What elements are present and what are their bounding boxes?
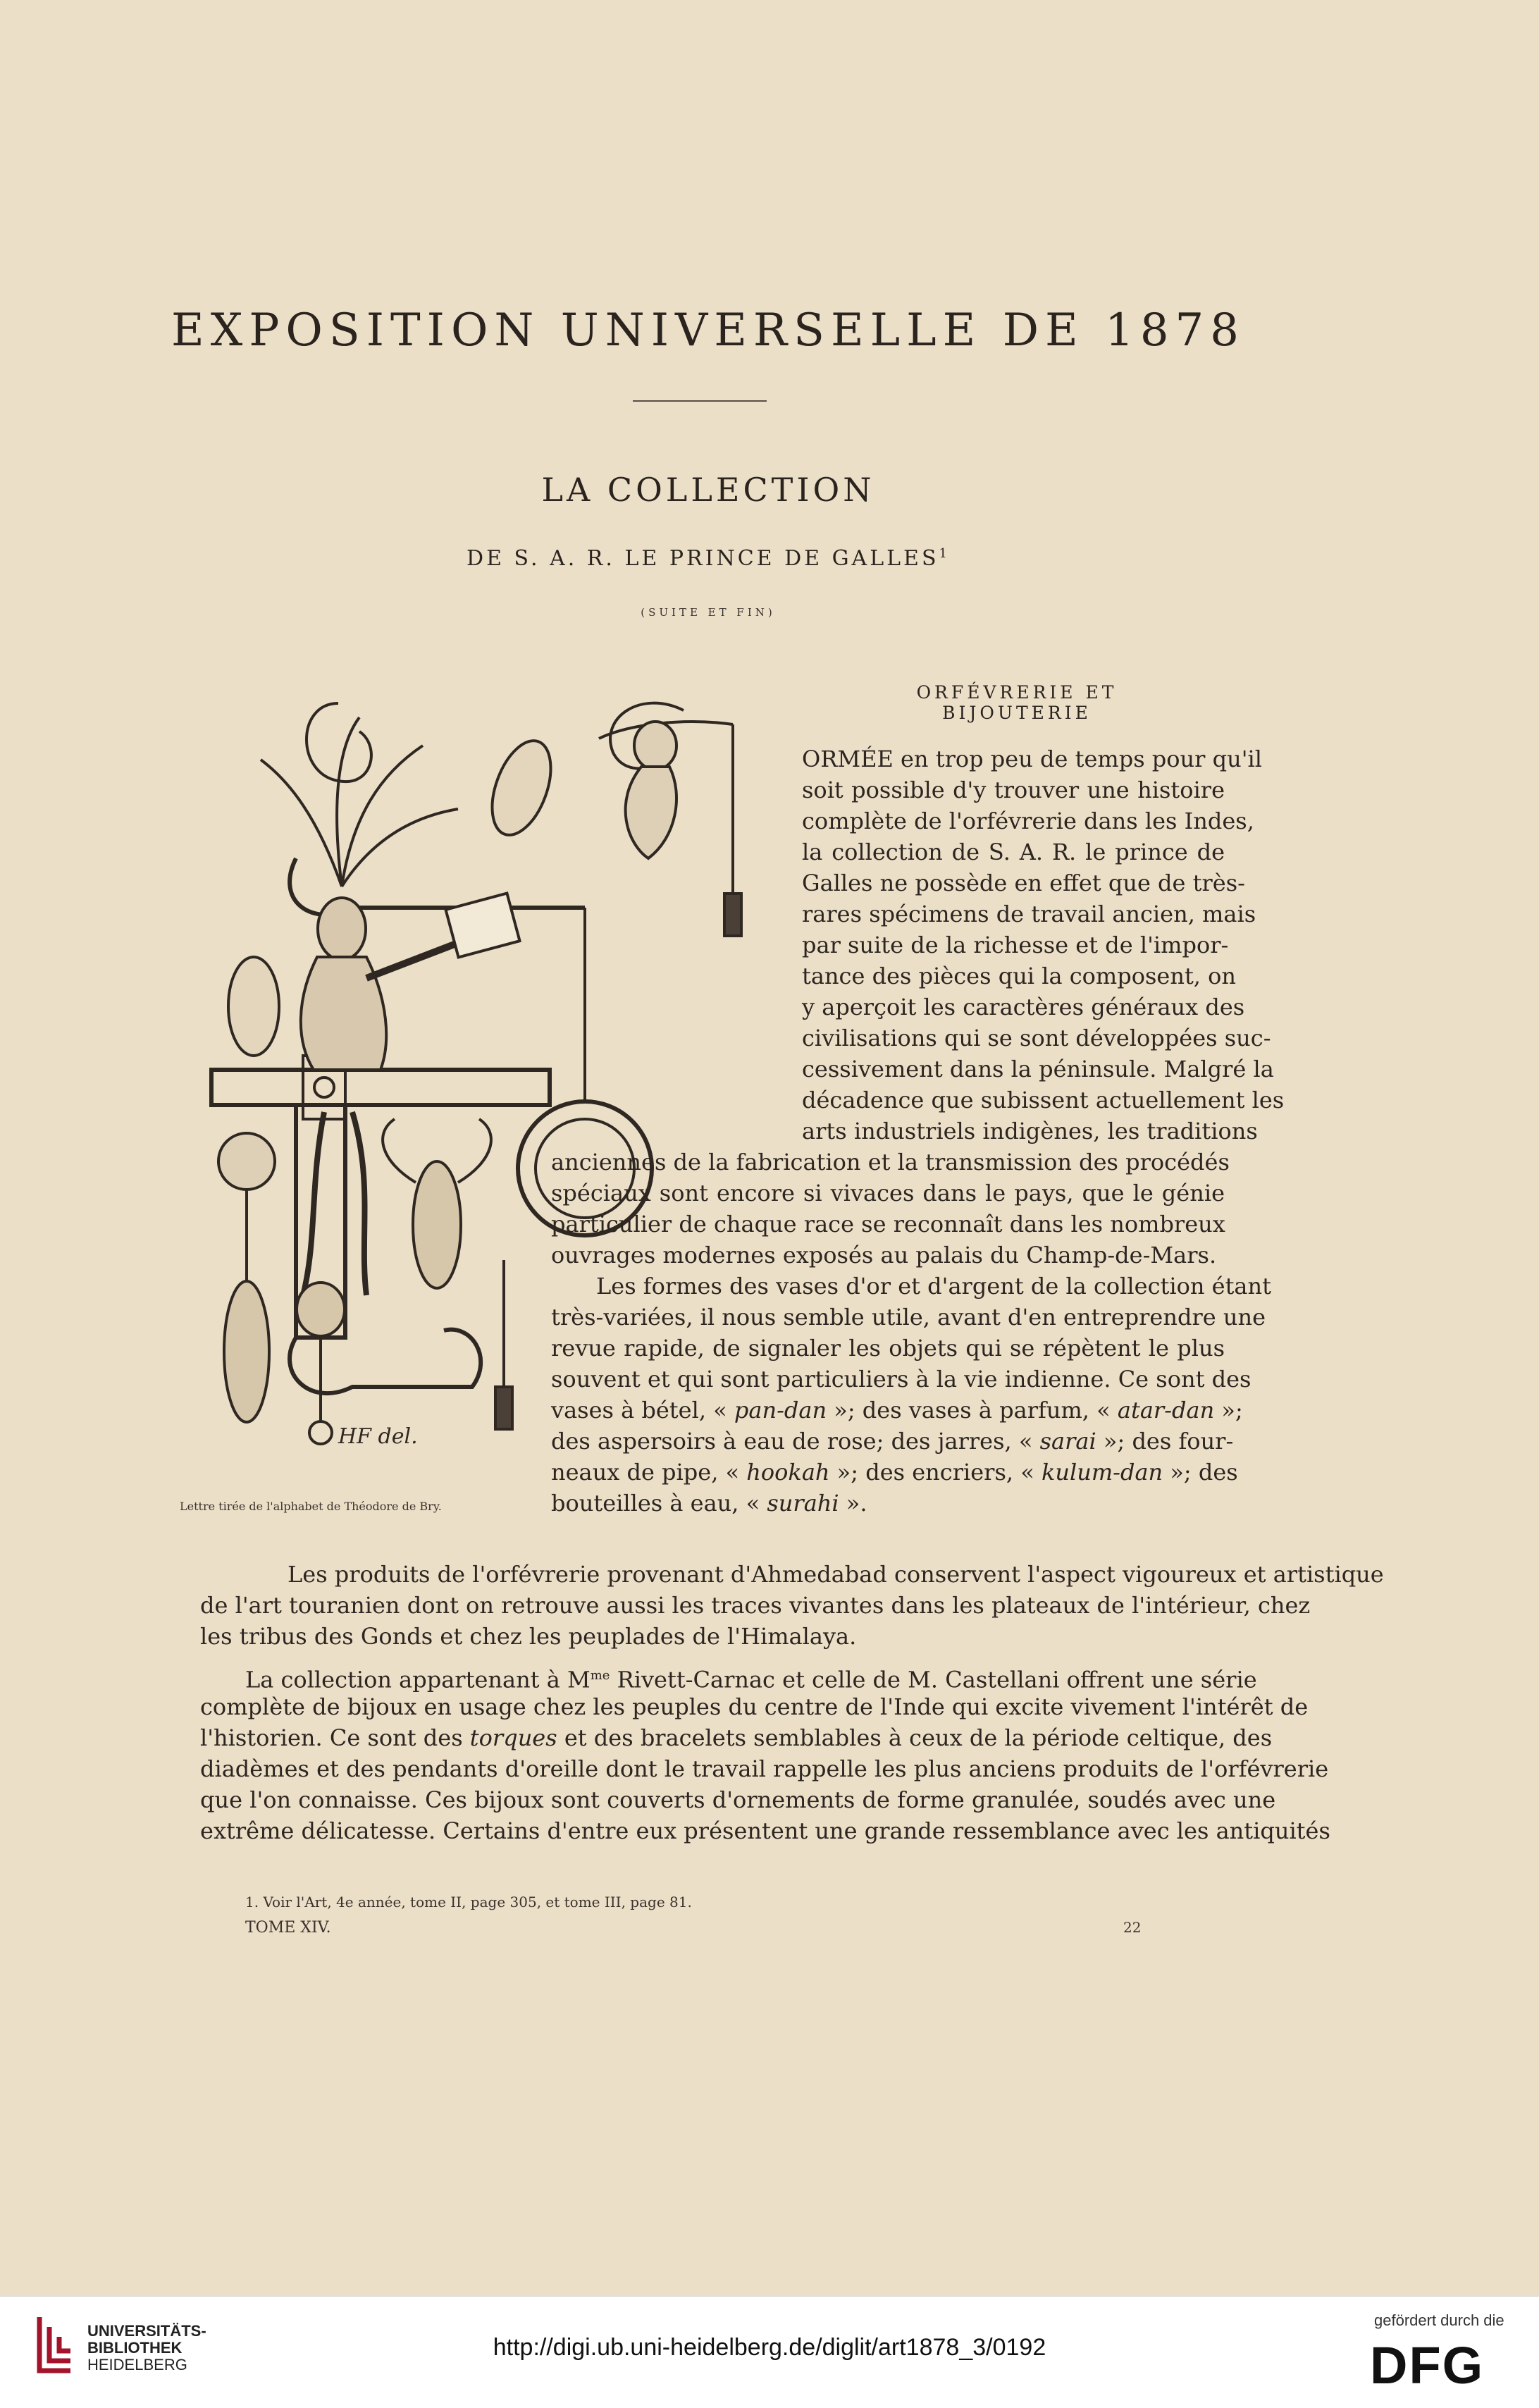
body-line: revue rapide, de signaler les objets qui se répètent le plus: [551, 1335, 1225, 1362]
body-line: soit possible d'y trouver une histoire: [802, 777, 1225, 803]
body-line: souvent et qui sont particuliers à la vie indienne. Ce sont des: [551, 1366, 1251, 1393]
continued-note: (SUITE ET FIN): [641, 606, 776, 619]
body-line: cessivement dans la péninsule. Malgré la: [802, 1056, 1274, 1082]
article-subtitle: DE S. A. R. LE PRINCE DE GALLES$^1$: [466, 546, 950, 571]
body-line: particulier de chaque race se reconnaît dans les nombreux: [551, 1211, 1225, 1237]
body-line: La collection appartenant à $M^{me}$ Rivett-Carnac et celle de M. Castellani offrent une série: [245, 1666, 1257, 1693]
footnote: 1. Voir l'Art, 4e année, tome II, page 305, et tome III, page 81.: [245, 1894, 692, 1910]
body-line: diadèmes et des pendants d'oreille dont le travail rappelle les plus anciens produits de l'orfévrerie: [200, 1755, 1329, 1782]
illustration-caption: Lettre tirée de l'alphabet de Théodore de Bry.: [180, 1500, 442, 1513]
body-line: y aperçoit les caractères généraux des: [802, 994, 1245, 1020]
permalink-url[interactable]: http://digi.ub.uni-heidelberg.de/diglit/art1878_3/0192: [493, 2334, 1046, 2361]
section-heading: ORFÉVRERIE ET BIJOUTERIE: [916, 682, 1118, 723]
body-line: les tribus des Gonds et chez les peuplades de l'Himalaya.: [200, 1623, 857, 1650]
body-line: ouvrages modernes exposés au palais du Champ-de-Mars.: [551, 1242, 1217, 1268]
body-line: la collection de S. A. R. le prince de: [802, 839, 1225, 865]
body-line: tance des pièces qui la composent, on: [802, 963, 1237, 989]
body-line: Les formes des vases d'or et d'argent de la collection étant: [596, 1273, 1271, 1299]
funded-by-label: gefördert durch die: [1374, 2311, 1504, 2329]
title-divider: [633, 400, 767, 402]
body-line: complète de bijoux en usage chez les peuples du centre de l'Inde qui excite vivement l'intérêt de: [200, 1693, 1309, 1720]
body-line: Les produits de l'orfévrerie provenant d'Ahmedabad conservent l'aspect vigoureux et artistique: [288, 1561, 1384, 1588]
body-line: Galles ne possède en effet que de très-: [802, 870, 1245, 896]
page-title: EXPOSITION UNIVERSELLE DE 1878: [171, 304, 1245, 357]
body-line: très-variées, il nous semble utile, avant d'en entreprendre une: [551, 1304, 1266, 1330]
dfg-logo: DFG: [1370, 2336, 1485, 2395]
illustration-signature: HF del.: [338, 1424, 418, 1449]
body-line: arts industriels indigènes, les traditions: [802, 1118, 1258, 1144]
library-name: UNIVERSITÄTS- BIBLIOTHEK HEIDELBERG: [87, 2322, 206, 2373]
body-line: civilisations qui se sont développées suc-: [802, 1025, 1271, 1051]
body-line: spéciaux sont encore si vivaces dans le pays, que le génie: [551, 1180, 1225, 1206]
body-line: neaux de pipe, « hookah »; des encriers, « kulum-dan »; des: [551, 1459, 1238, 1486]
article-title: LA COLLECTION: [541, 471, 875, 509]
body-line: des aspersoirs à eau de rose; des jarres, « sarai »; des four-: [551, 1428, 1234, 1455]
body-line: décadence que subissent actuellement les: [802, 1087, 1285, 1113]
tome-label: TOME XIV.: [245, 1919, 331, 1937]
body-line: que l'on connaisse. Ces bijoux sont couverts d'ornements de forme granulée, soudés avec une: [200, 1786, 1276, 1813]
body-line: vases à bétel, « pan-dan »; des vases à parfum, « atar-dan »;: [551, 1397, 1243, 1424]
body-line: extrême délicatesse. Certains d'entre eux présentent une grande ressemblance avec les antiquités: [200, 1817, 1330, 1844]
body-line: anciennes de la fabrication et la transmission des procédés: [551, 1149, 1230, 1175]
page-number: 22: [1123, 1919, 1142, 1936]
body-line: par suite de la richesse et de l'impor-: [802, 932, 1229, 958]
body-line: bouteilles à eau, « surahi ».: [551, 1490, 867, 1517]
body-line: complète de l'orfévrerie dans les Indes,: [802, 808, 1254, 834]
body-line: de l'art touranien dont on retrouve aussi les traces vivantes dans les plateaux de l'intérieur, chez: [200, 1592, 1311, 1619]
body-line: rares spécimens de travail ancien, mais: [802, 901, 1256, 927]
body-line: l'historien. Ce sont des torques et des bracelets semblables à ceux de la période celtique, des: [200, 1724, 1273, 1751]
body-line: ORMÉE en trop peu de temps pour qu'il: [802, 746, 1262, 772]
